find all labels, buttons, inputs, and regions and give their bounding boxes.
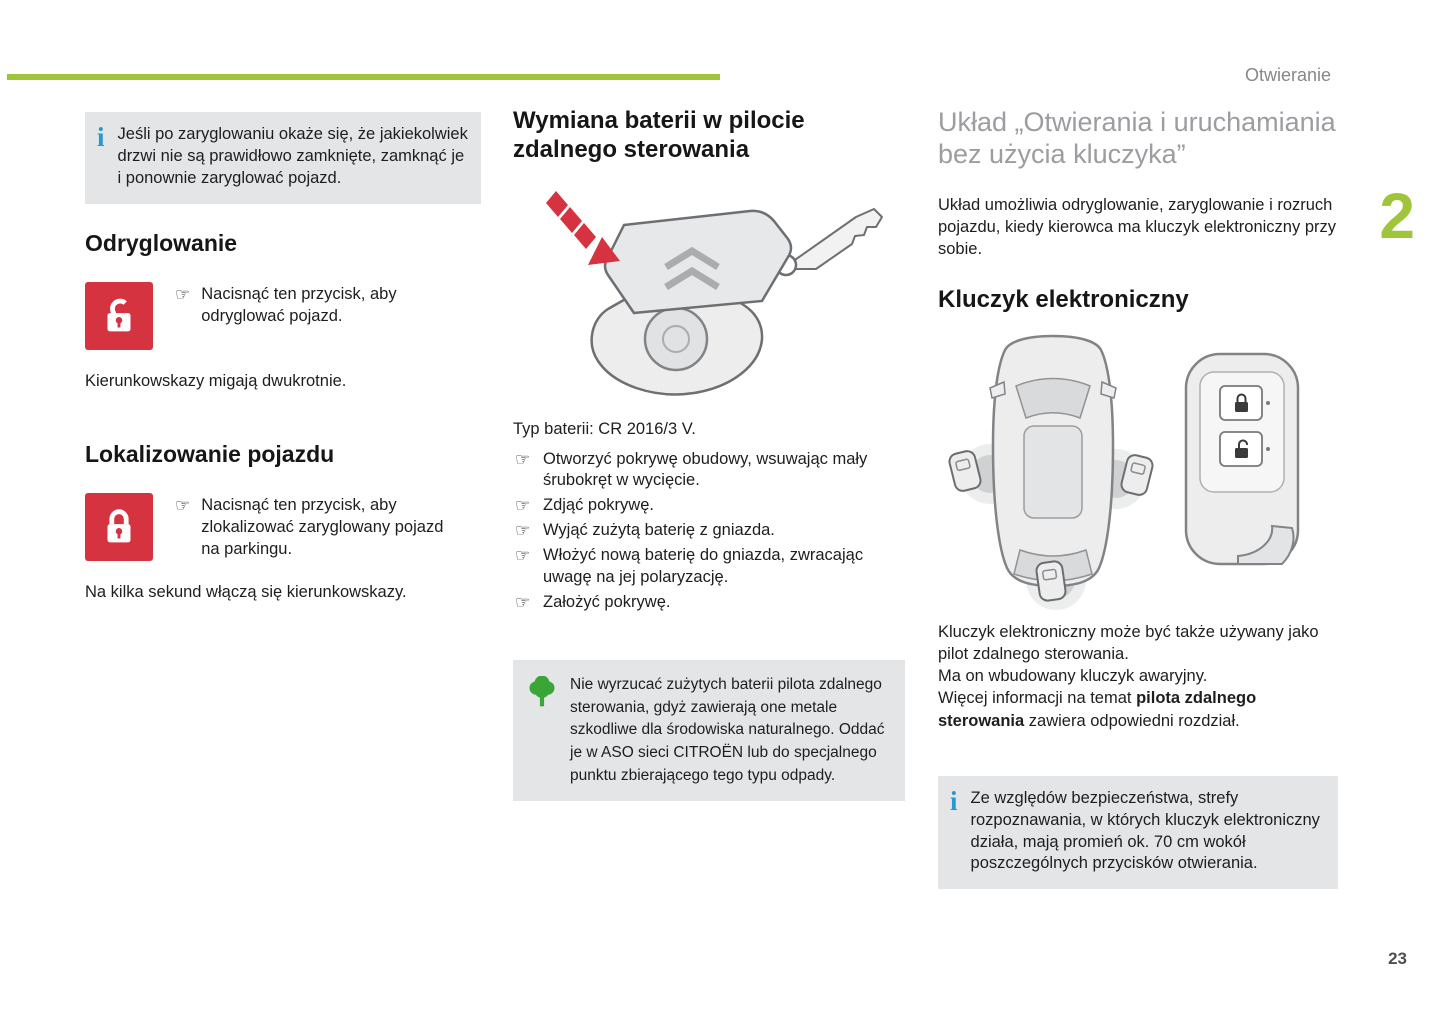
electronic-key-para3 — [938, 687, 1338, 731]
pointer-icon: ☞ — [515, 496, 531, 516]
keyless-system-intro: Układ umożliwia odryglowanie, zaryglowanie i rozruch pojazdu, kiedy kierowca ma kluczyk elektroniczny przy sobie. — [938, 195, 1336, 258]
electronic-key-title: Kluczyk elektroniczny — [938, 286, 1189, 314]
car-keyless-illustration — [938, 324, 1338, 619]
unlock-row — [85, 282, 481, 350]
safety-info-text: Ze względów bezpieczeństwa, strefy rozpoznawania, w których kluczyk elektroniczny działa, mają promień ok. 70 cm wokół poszczególnych przycisków otwierania. — [970, 788, 1320, 873]
info-icon: i — [97, 122, 105, 152]
relock-info-box — [85, 112, 481, 204]
page-header: Otwieranie — [1244, 65, 1331, 85]
pointer-icon: ☞ — [515, 521, 531, 541]
unlock-note: Kierunkowskazy migają dwukrotnie. — [85, 371, 347, 390]
step-item — [513, 545, 905, 589]
red-arrow-icon — [546, 191, 620, 265]
para3-bold: pilota zdalnego sterowania — [938, 689, 1257, 730]
pointer-icon: ☞ — [175, 284, 191, 304]
top-green-rule — [7, 74, 720, 80]
open-padlock-icon — [96, 293, 142, 339]
unlock-instruction-row — [175, 282, 445, 328]
para3-post: zawiera odpowiedni rozdział. — [1024, 711, 1240, 730]
battery-steps — [513, 449, 905, 615]
pointer-icon: ☞ — [515, 593, 531, 613]
tree-icon — [527, 674, 557, 787]
remote-key-illustration — [513, 181, 905, 416]
locate-note: Na kilka sekund włączą się kierunkowskazy. — [85, 582, 407, 601]
left-column — [85, 112, 481, 602]
unlock-button-tile — [85, 282, 153, 350]
right-column — [938, 106, 1338, 889]
locate-instruction: Nacisnąć ten przycisk, aby zlokalizować zaryglowany pojazd na parkingu. — [201, 495, 444, 558]
environment-info-text: Nie wyrzucać zużytych baterii pilota zdalnego sterowania, gdyż zawierają one metale szkodliwe dla środowiska naturalnego. Oddać je w ASO sieci CITROËN lub do specjalnego punktu zbierającego tego typu odpady. — [570, 676, 885, 784]
step-item — [513, 592, 905, 614]
safety-info-box — [938, 776, 1338, 890]
keyless-system-title: Układ „Otwierania i uruchamiania bez użycia kluczyka” — [938, 107, 1336, 170]
pointer-icon: ☞ — [515, 546, 531, 566]
locate-button-tile — [85, 493, 153, 561]
step-text: Włożyć nową baterię do gniazda, zwracając uwagę na jej polaryzację. — [543, 546, 864, 587]
para3-pre: Więcej informacji na temat — [938, 689, 1137, 708]
car-keyless-drawing — [938, 324, 1338, 614]
step-text: Założyć pokrywę. — [543, 593, 671, 612]
unlock-instruction: Nacisnąć ten przycisk, aby odryglować pojazd. — [201, 284, 397, 325]
electronic-key-para2: Ma on wbudowany kluczyk awaryjny. — [938, 667, 1208, 686]
pointer-icon: ☞ — [515, 449, 531, 469]
step-item — [513, 520, 905, 542]
battery-section-title: Wymiana baterii w pilocie zdalnego sterowania — [513, 107, 805, 164]
locate-instruction-row — [175, 493, 445, 561]
section-title-locating: Lokalizowanie pojazdu — [85, 440, 335, 467]
step-item — [513, 495, 905, 517]
step-text: Otworzyć pokrywę obudowy, wsuwając mały śrubokręt w wycięcie. — [543, 449, 868, 490]
step-text: Zdjąć pokrywę. — [543, 496, 654, 515]
locate-row — [85, 493, 481, 561]
info-icon: i — [950, 785, 958, 816]
section-title-unlocking: Odryglowanie — [85, 229, 238, 256]
step-item — [513, 449, 905, 493]
battery-type: Typ baterii: CR 2016/3 V. — [513, 419, 696, 438]
electronic-key-paragraphs — [938, 621, 1338, 732]
middle-column — [513, 106, 905, 801]
relock-info-text: Jeśli po zaryglowaniu okaże się, że jakiekolwiek drzwi nie są prawidłowo zamknięte, zamknąć je i ponownie zaryglować pojazd. — [117, 125, 468, 187]
remote-key-drawing — [524, 181, 894, 411]
pointer-icon: ☞ — [175, 495, 191, 515]
environment-info-box — [513, 660, 905, 801]
chapter-number: 2 — [1379, 180, 1415, 252]
page-number: 23 — [1388, 949, 1407, 968]
step-text: Wyjąć zużytą baterię z gniazda. — [543, 521, 775, 540]
closed-padlock-icon — [96, 504, 142, 550]
electronic-key-para1: Kluczyk elektroniczny może być także używany jako pilot zdalnego sterowania. — [938, 623, 1319, 664]
